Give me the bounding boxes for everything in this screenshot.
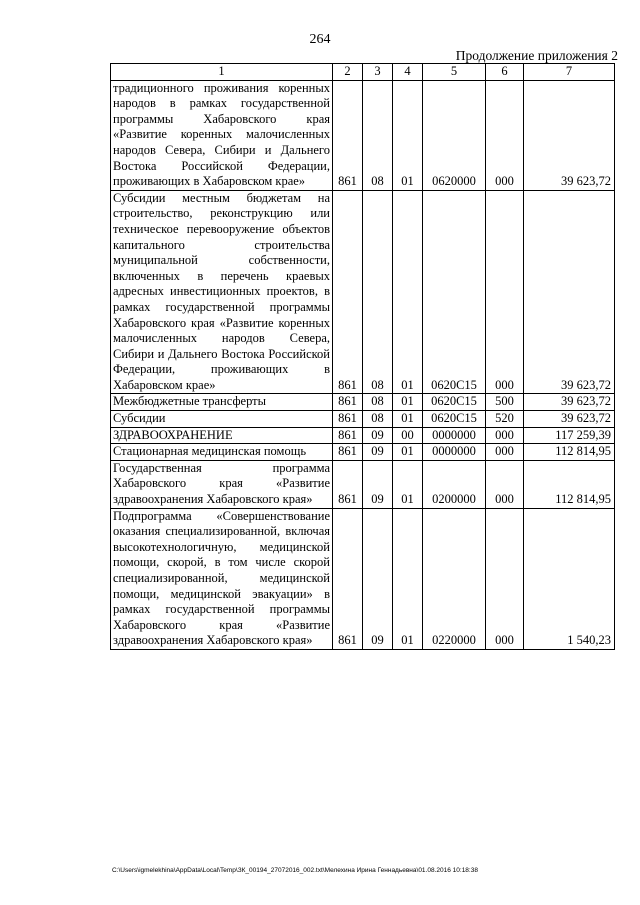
column-header: 5 [423, 64, 486, 81]
row-name-cell: Подпрограмма «Совершенствование оказания специализированной, включая высокотехнологичную, медицинской помощи, скорой, в том числе скорой специализированной, медицинской помощи, медицинской эвакуации» в рамках государственной программы Хабаровского края «Развитие здравоохранения Хабаровского края» [111, 508, 333, 649]
column-header: 6 [486, 64, 524, 81]
target-article-cell: 0000000 [423, 444, 486, 461]
code-cell: 861 [333, 80, 363, 190]
target-article-cell: 0620000 [423, 80, 486, 190]
expense-type-cell: 000 [486, 190, 524, 394]
amount-cell: 39 623,72 [524, 80, 615, 190]
expense-type-cell: 000 [486, 460, 524, 508]
target-article-cell: 0220000 [423, 508, 486, 649]
code-cell: 861 [333, 444, 363, 461]
file-path-footer: C:\Users\igmelekhina\AppData\Local\Temp\ЗК_00194_27072016_002.txt\Мелехина Ирина Геннадьевна\01.08.2016 10:18:38 [112, 867, 478, 874]
amount-cell: 39 623,72 [524, 411, 615, 428]
section-cell: 09 [363, 444, 393, 461]
target-article-cell: 0620С15 [423, 190, 486, 394]
code-cell: 861 [333, 427, 363, 444]
amount-cell: 1 540,23 [524, 508, 615, 649]
column-header: 1 [111, 64, 333, 81]
subsection-cell: 01 [393, 394, 423, 411]
amount-cell: 112 814,95 [524, 444, 615, 461]
section-cell: 08 [363, 394, 393, 411]
column-header: 4 [393, 64, 423, 81]
section-cell: 09 [363, 427, 393, 444]
subsection-cell: 01 [393, 508, 423, 649]
table-row [111, 444, 615, 461]
row-name-cell: Субсидии местным бюджетам на строительство, реконструкцию или техническое перевооружение объектов капитального строительства муниципальной собственности, включенных в перечень краевых адресных инвестиционных проектов, в рамках государственной программы Хабаровского края «Развитие коренных малочисленных народов Севера, Сибири и Дальнего Востока Российской Федерации, проживающих в Хабаровском крае» [111, 190, 333, 394]
row-name-cell: Государственная программа Хабаровского края «Развитие здравоохранения Хабаровского края» [111, 460, 333, 508]
section-cell: 08 [363, 190, 393, 394]
amount-cell: 39 623,72 [524, 190, 615, 394]
amount-cell: 39 623,72 [524, 394, 615, 411]
table-row [111, 460, 615, 508]
table-row [111, 508, 615, 649]
table-row [111, 80, 615, 190]
page-number: 264 [309, 32, 331, 47]
code-cell: 861 [333, 460, 363, 508]
subsection-cell: 00 [393, 427, 423, 444]
expense-type-cell: 000 [486, 444, 524, 461]
table-header-row [111, 64, 615, 81]
section-cell: 09 [363, 460, 393, 508]
code-cell: 861 [333, 394, 363, 411]
subsection-cell: 01 [393, 411, 423, 428]
target-article-cell: 0620С15 [423, 394, 486, 411]
column-header: 3 [363, 64, 393, 81]
expense-type-cell: 000 [486, 80, 524, 190]
table-row [111, 190, 615, 394]
section-cell: 09 [363, 508, 393, 649]
section-cell: 08 [363, 80, 393, 190]
code-cell: 861 [333, 190, 363, 394]
expense-type-cell: 000 [486, 508, 524, 649]
continuation-label: Продолжение приложения 2 [455, 48, 618, 63]
budget-table [110, 63, 615, 650]
row-name-cell: ЗДРАВООХРАНЕНИЕ [111, 427, 333, 444]
row-name-cell: традиционного проживания коренных народов в рамках государственной программы Хабаровского края «Развитие коренных малочисленных народов Севера, Сибири и Дальнего Востока Российской Федерации, проживающих в Хабаровском крае» [111, 80, 333, 190]
target-article-cell: 0000000 [423, 427, 486, 444]
column-header: 7 [524, 64, 615, 81]
table-row [111, 394, 615, 411]
code-cell: 861 [333, 411, 363, 428]
table-row [111, 411, 615, 428]
target-article-cell: 0200000 [423, 460, 486, 508]
subsection-cell: 01 [393, 460, 423, 508]
row-name-cell: Субсидии [111, 411, 333, 428]
target-article-cell: 0620С15 [423, 411, 486, 428]
code-cell: 861 [333, 508, 363, 649]
row-name-cell: Стационарная медицинская помощь [111, 444, 333, 461]
table-row [111, 427, 615, 444]
section-cell: 08 [363, 411, 393, 428]
column-header: 2 [333, 64, 363, 81]
expense-type-cell: 500 [486, 394, 524, 411]
amount-cell: 112 814,95 [524, 460, 615, 508]
subsection-cell: 01 [393, 444, 423, 461]
subsection-cell: 01 [393, 80, 423, 190]
row-name-cell: Межбюджетные трансферты [111, 394, 333, 411]
expense-type-cell: 520 [486, 411, 524, 428]
expense-type-cell: 000 [486, 427, 524, 444]
subsection-cell: 01 [393, 190, 423, 394]
amount-cell: 117 259,39 [524, 427, 615, 444]
